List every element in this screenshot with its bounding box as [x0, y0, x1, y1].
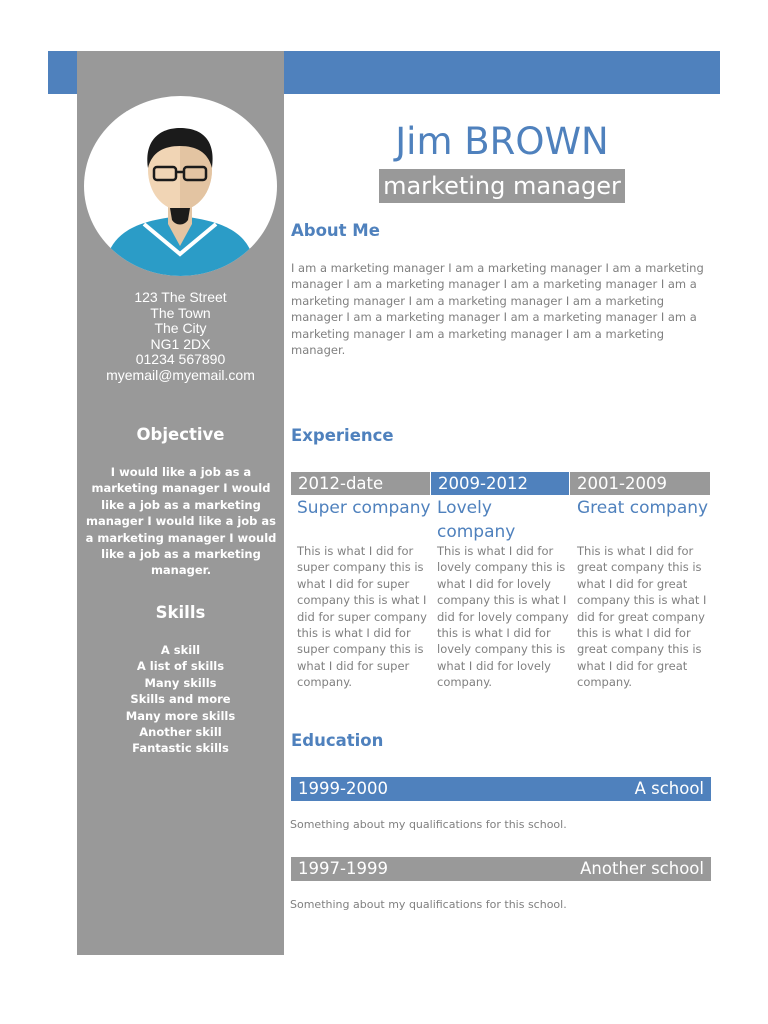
- skills-heading: Skills: [155, 603, 206, 622]
- objective-text: I would like a job as a marketing manager I would like a job as a marketing manager I would like a job as a marketing manager I would like a job as a marketing manager.: [85, 465, 277, 578]
- contact-town: The Town: [150, 304, 211, 321]
- education-school: A school: [634, 779, 704, 798]
- contact-city: The City: [154, 320, 207, 336]
- skills-list: [77, 642, 284, 757]
- skill-item: Fantastic skills: [132, 741, 229, 756]
- education-description: Something about my qualifications for this school.: [290, 818, 567, 831]
- skill-item: Many skills: [144, 675, 217, 690]
- contact-email: myemail@myemail.com: [106, 366, 255, 383]
- contact-details: [77, 290, 284, 383]
- experience-dates: 2001-2009: [570, 472, 710, 495]
- experience-company: Great company: [577, 498, 709, 518]
- skill-item: Skills and more: [130, 692, 231, 707]
- person-with-glasses-icon: [84, 96, 277, 276]
- skill-item: A skill: [160, 643, 201, 657]
- avatar: [84, 96, 277, 276]
- person-name: Jim BROWN: [395, 120, 609, 163]
- experience-company: Lovely company: [437, 498, 516, 542]
- experience-heading: Experience: [291, 426, 394, 445]
- education-description: Something about my qualifications for this school.: [290, 898, 567, 911]
- experience-dates: 2009-2012: [431, 472, 569, 495]
- education-entry-bar: [291, 777, 711, 801]
- experience-company: Super company: [297, 498, 431, 518]
- job-title: marketing manager: [379, 169, 625, 203]
- education-years: 1999-2000: [298, 779, 388, 798]
- experience-description: This is what I did for lovely company this is what I did for lovely company this is what I did for lovely company this is what I did for lovely company this is what I did for lovely company.: [437, 544, 569, 690]
- objective-heading: Objective: [136, 425, 225, 444]
- experience-description: This is what I did for great company this is what I did for great company this is what I did for great company this is what I did for great company this is what I did for great company.: [577, 544, 707, 690]
- skill-item: A list of skills: [136, 659, 225, 674]
- about-heading: About Me: [291, 221, 380, 240]
- skill-item: Many more skills: [125, 708, 236, 723]
- education-school: Another school: [580, 859, 704, 878]
- education-entry-bar: [291, 857, 711, 881]
- contact-postcode: NG1 2DX: [150, 335, 211, 352]
- about-text: I am a marketing manager I am a marketing manager I am a marketing manager I am a marketing manager I am a marketing manager I am a marketing manager I am a marketing manager I am a marketing manager I am a marketing manager I am a marketing manager I am a marketing manager I am a marketing manager I am a marketing manager.: [291, 261, 704, 358]
- education-heading: Education: [291, 731, 384, 750]
- skill-item: Another skill: [139, 725, 222, 740]
- experience-dates: 2012-date: [291, 472, 430, 495]
- education-years: 1997-1999: [298, 859, 388, 878]
- contact-street: 123 The Street: [134, 289, 227, 305]
- contact-phone: 01234 567890: [135, 351, 226, 367]
- experience-description: This is what I did for super company this is what I did for super company this is what I did for super company this is what I did for super company this is what I did for super company.: [297, 544, 427, 690]
